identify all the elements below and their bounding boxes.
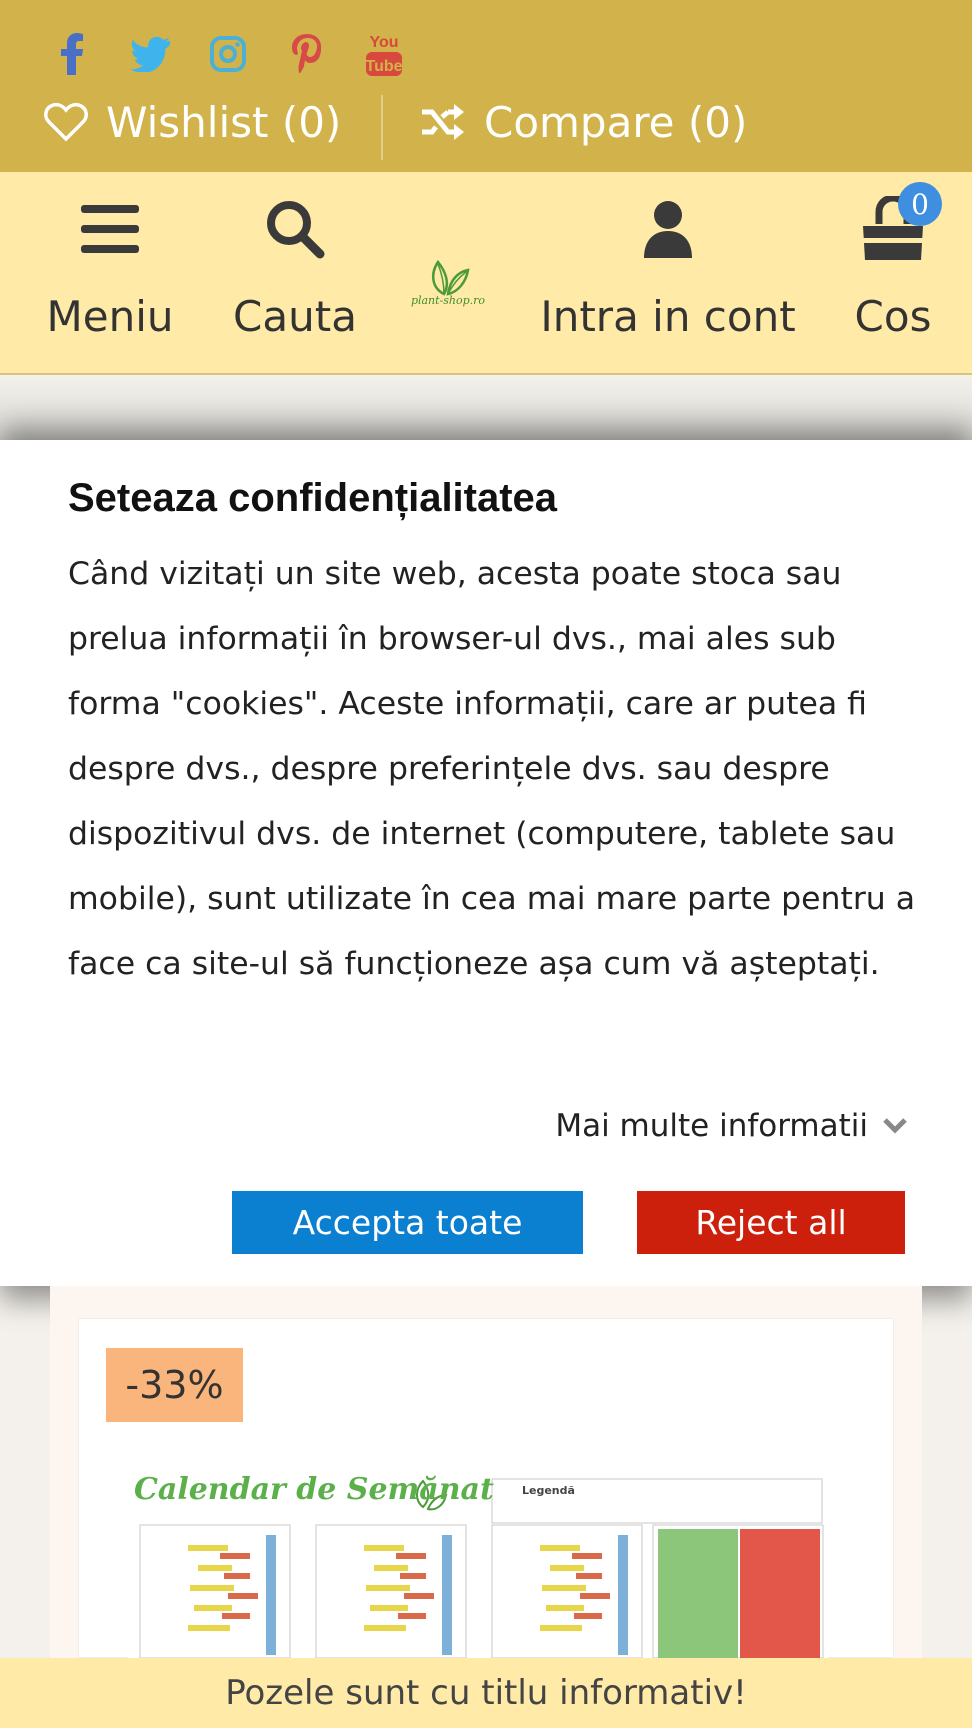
cart-count-badge: 0 bbox=[898, 182, 942, 226]
cookie-consent-dialog bbox=[0, 440, 972, 1286]
leaf-logo-icon bbox=[426, 258, 470, 298]
cookie-text: Când vizitați un site web, acesta poate stoca sau prelua informații în browser-ul dvs., mai ales sub forma "cookies". Aceste informații, care ar putea fi despre dvs., despre preferințele dvs. sau despre dispozitivul dvs. de internet (computere, tablete sau mobile), sunt utilizate în cea mai mare parte pentru a face ca site-ul să funcționeze așa cum vă așteptați. bbox=[68, 556, 916, 982]
menu-icon bbox=[81, 205, 139, 253]
shuffle-icon bbox=[420, 104, 466, 140]
topbar-divider bbox=[381, 95, 383, 160]
logo-text: plant-shop.ro bbox=[410, 293, 486, 307]
site-logo[interactable] bbox=[408, 242, 488, 322]
instagram-icon[interactable] bbox=[208, 34, 248, 74]
image-disclaimer-bar bbox=[0, 1658, 972, 1728]
chevron-down-icon bbox=[882, 1117, 908, 1135]
more-info-label: Mai multe informatii bbox=[555, 1108, 868, 1144]
reject-all-button[interactable]: Reject all bbox=[637, 1191, 905, 1254]
compare-link[interactable] bbox=[420, 94, 747, 150]
accept-all-button[interactable]: Accepta toate bbox=[232, 1191, 583, 1254]
search-button[interactable] bbox=[215, 172, 375, 375]
menu-button[interactable] bbox=[30, 172, 190, 375]
social-links bbox=[52, 34, 404, 74]
product-image-legend: Legendă bbox=[522, 1484, 575, 1497]
menu-label: Meniu bbox=[46, 292, 174, 341]
cookie-title: Seteaza confidențialitatea bbox=[68, 476, 558, 520]
compare-label: Compare (0) bbox=[484, 97, 748, 147]
page-background bbox=[0, 375, 972, 440]
discount-badge: -33% bbox=[106, 1348, 243, 1422]
svg-text:Tube: Tube bbox=[365, 58, 403, 75]
youtube-icon[interactable] bbox=[364, 34, 404, 74]
image-disclaimer-text: Pozele sunt cu titlu informativ! bbox=[225, 1673, 747, 1713]
wishlist-label: Wishlist (0) bbox=[106, 97, 342, 147]
more-info-link[interactable] bbox=[555, 1108, 908, 1144]
header-nav bbox=[0, 172, 972, 375]
pinterest-icon[interactable] bbox=[286, 34, 326, 74]
svg-text:You: You bbox=[369, 34, 399, 51]
search-icon bbox=[264, 198, 326, 260]
twitter-icon[interactable] bbox=[130, 34, 170, 74]
facebook-icon[interactable] bbox=[52, 34, 92, 74]
user-icon bbox=[642, 200, 694, 258]
product-image-title: Calendar de Semănat bbox=[134, 1472, 494, 1507]
cart-button[interactable] bbox=[838, 172, 948, 375]
account-button[interactable] bbox=[530, 172, 806, 375]
top-bar bbox=[0, 0, 972, 172]
search-label: Cauta bbox=[233, 292, 357, 341]
account-label: Intra in cont bbox=[540, 292, 796, 341]
heart-icon bbox=[44, 102, 88, 142]
cart-label: Cos bbox=[854, 292, 932, 341]
wishlist-link[interactable] bbox=[44, 94, 341, 150]
